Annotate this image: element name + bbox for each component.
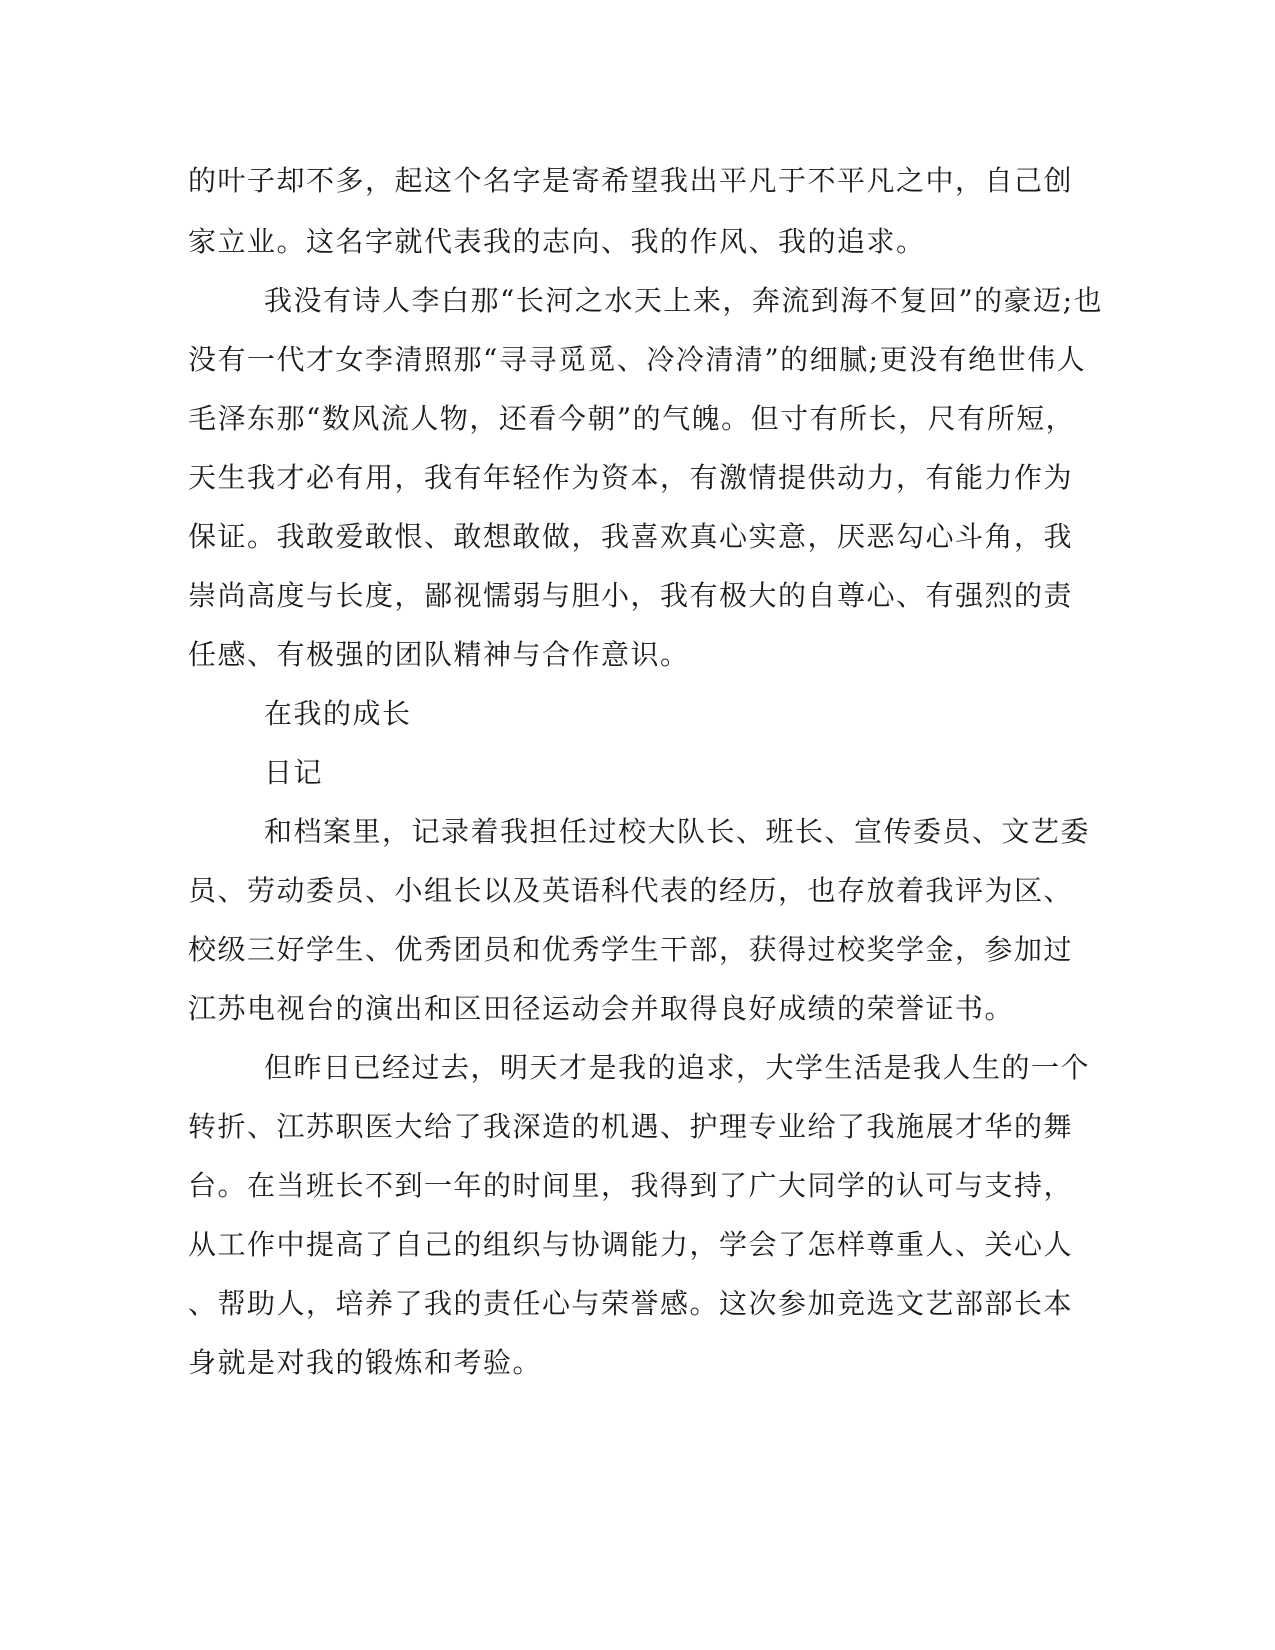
text-line: 台。在当班长不到一年的时间里，我得到了广大同学的认可与支持， xyxy=(188,1169,1074,1202)
text-line: 任感、有极强的团队精神与合作意识。 xyxy=(188,638,690,671)
text-line: 保证。我敢爱敢恨、敢想敢做，我喜欢真心实意，厌恶勾心斗角，我 xyxy=(188,520,1074,553)
paragraph-start-line: 我没有诗人李白那“长河之水天上来，奔流到海不复回”的豪迈;也 xyxy=(264,284,1104,317)
text-line: 没有一代才女李清照那“寻寻觅觅、冷冷清清”的细腻;更没有绝世伟人 xyxy=(188,343,1087,376)
paragraph-start-line: 和档案里，记录着我担任过校大队长、班长、宣传委员、文艺委 xyxy=(264,815,1091,848)
text-line: 天生我才必有用，我有年轻作为资本，有激情提供动力，有能力作为 xyxy=(188,461,1074,494)
paragraph-start-line: 在我的成长 xyxy=(264,697,412,730)
text-line: 、帮助人，培养了我的责任心与荣誉感。这次参加竞选文艺部部长本 xyxy=(188,1287,1074,1320)
paragraph-start-line: 日记 xyxy=(264,756,324,789)
text-line: 毛泽东那“数风流人物，还看今朝”的气魄。但寸有所长，尺有所短， xyxy=(188,402,1076,435)
text-line: 身就是对我的锻炼和考验。 xyxy=(188,1346,543,1379)
text-line: 转折、江苏职医大给了我深造的机遇、护理专业给了我施展才华的舞 xyxy=(188,1110,1074,1143)
text-line: 的叶子却不多，起这个名字是寄希望我出平凡于不平凡之中，自己创 xyxy=(188,164,1074,197)
text-line: 家立业。这名字就代表我的志向、我的作风、我的追求。 xyxy=(188,225,926,258)
paragraph-start-line: 但昨日已经过去，明天才是我的追求，大学生活是我人生的一个 xyxy=(264,1051,1091,1084)
text-line: 校级三好学生、优秀团员和优秀学生干部，获得过校奖学金，参加过 xyxy=(188,933,1074,966)
text-line: 员、劳动委员、小组长以及英语科代表的经历，也存放着我评为区、 xyxy=(188,874,1074,907)
text-line: 从工作中提高了自己的组织与协调能力，学会了怎样尊重人、关心人 xyxy=(188,1228,1074,1261)
text-line: 江苏电视台的演出和区田径运动会并取得良好成绩的荣誉证书。 xyxy=(188,992,1015,1025)
text-line: 崇尚高度与长度，鄙视懦弱与胆小，我有极大的自尊心、有强烈的责 xyxy=(188,579,1074,612)
